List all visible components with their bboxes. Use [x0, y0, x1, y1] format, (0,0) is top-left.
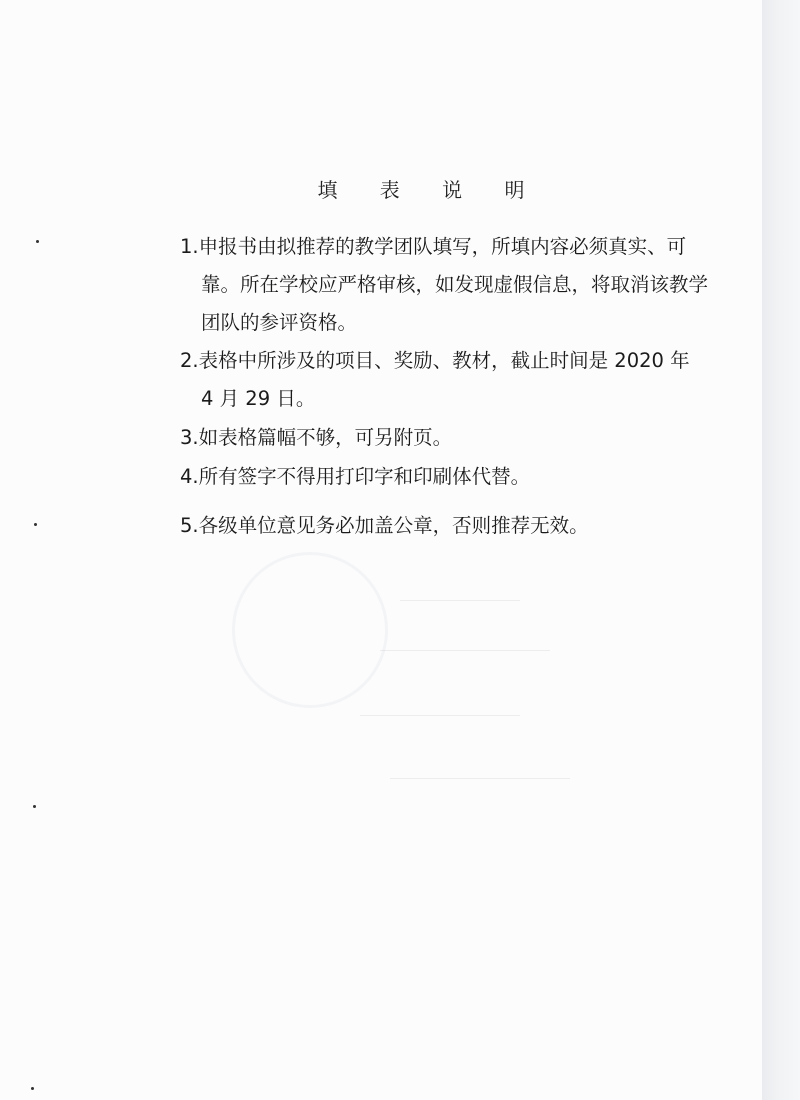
instruction-item-1-text: 1.申报书由拟推荐的教学团队填写，所填内容必须真实、可 [180, 235, 687, 258]
page-title: 填 表 说 明 [317, 178, 543, 202]
instruction-item-2-text: 2.表格中所涉及的项目、奖励、教材，截止时间是 2020 年 [180, 349, 690, 372]
instruction-item-3 [180, 419, 725, 457]
reverse-side-line [400, 600, 520, 601]
reverse-side-line [380, 650, 550, 651]
scan-speck [33, 805, 36, 808]
instruction-item-5-text: 5.各级单位意见务必加盖公章，否则推荐无效。 [180, 514, 589, 537]
scan-speck [34, 523, 37, 526]
next-page-edge [762, 0, 800, 1100]
reverse-side-line [360, 715, 520, 716]
scan-speck [36, 240, 39, 243]
instruction-item-3-text: 3.如表格篇幅不够，可另附页。 [180, 426, 453, 449]
instruction-item-1 [180, 228, 725, 342]
instruction-item-4 [180, 458, 725, 496]
reverse-side-line [390, 778, 570, 779]
instruction-item-1-continuation: 靠。所在学校应严格审核，如发现虚假信息，将取消该教学团队的参评资格。 [201, 273, 709, 334]
reverse-side-stamp-shadow [232, 552, 388, 708]
instruction-item-2-continuation: 4 月 29 日。 [201, 387, 316, 410]
instruction-item-5 [180, 507, 725, 545]
scan-speck [31, 1087, 34, 1090]
instruction-item-2 [180, 342, 725, 418]
instruction-item-4-text: 4.所有签字不得用打印字和印刷体代替。 [180, 465, 531, 488]
